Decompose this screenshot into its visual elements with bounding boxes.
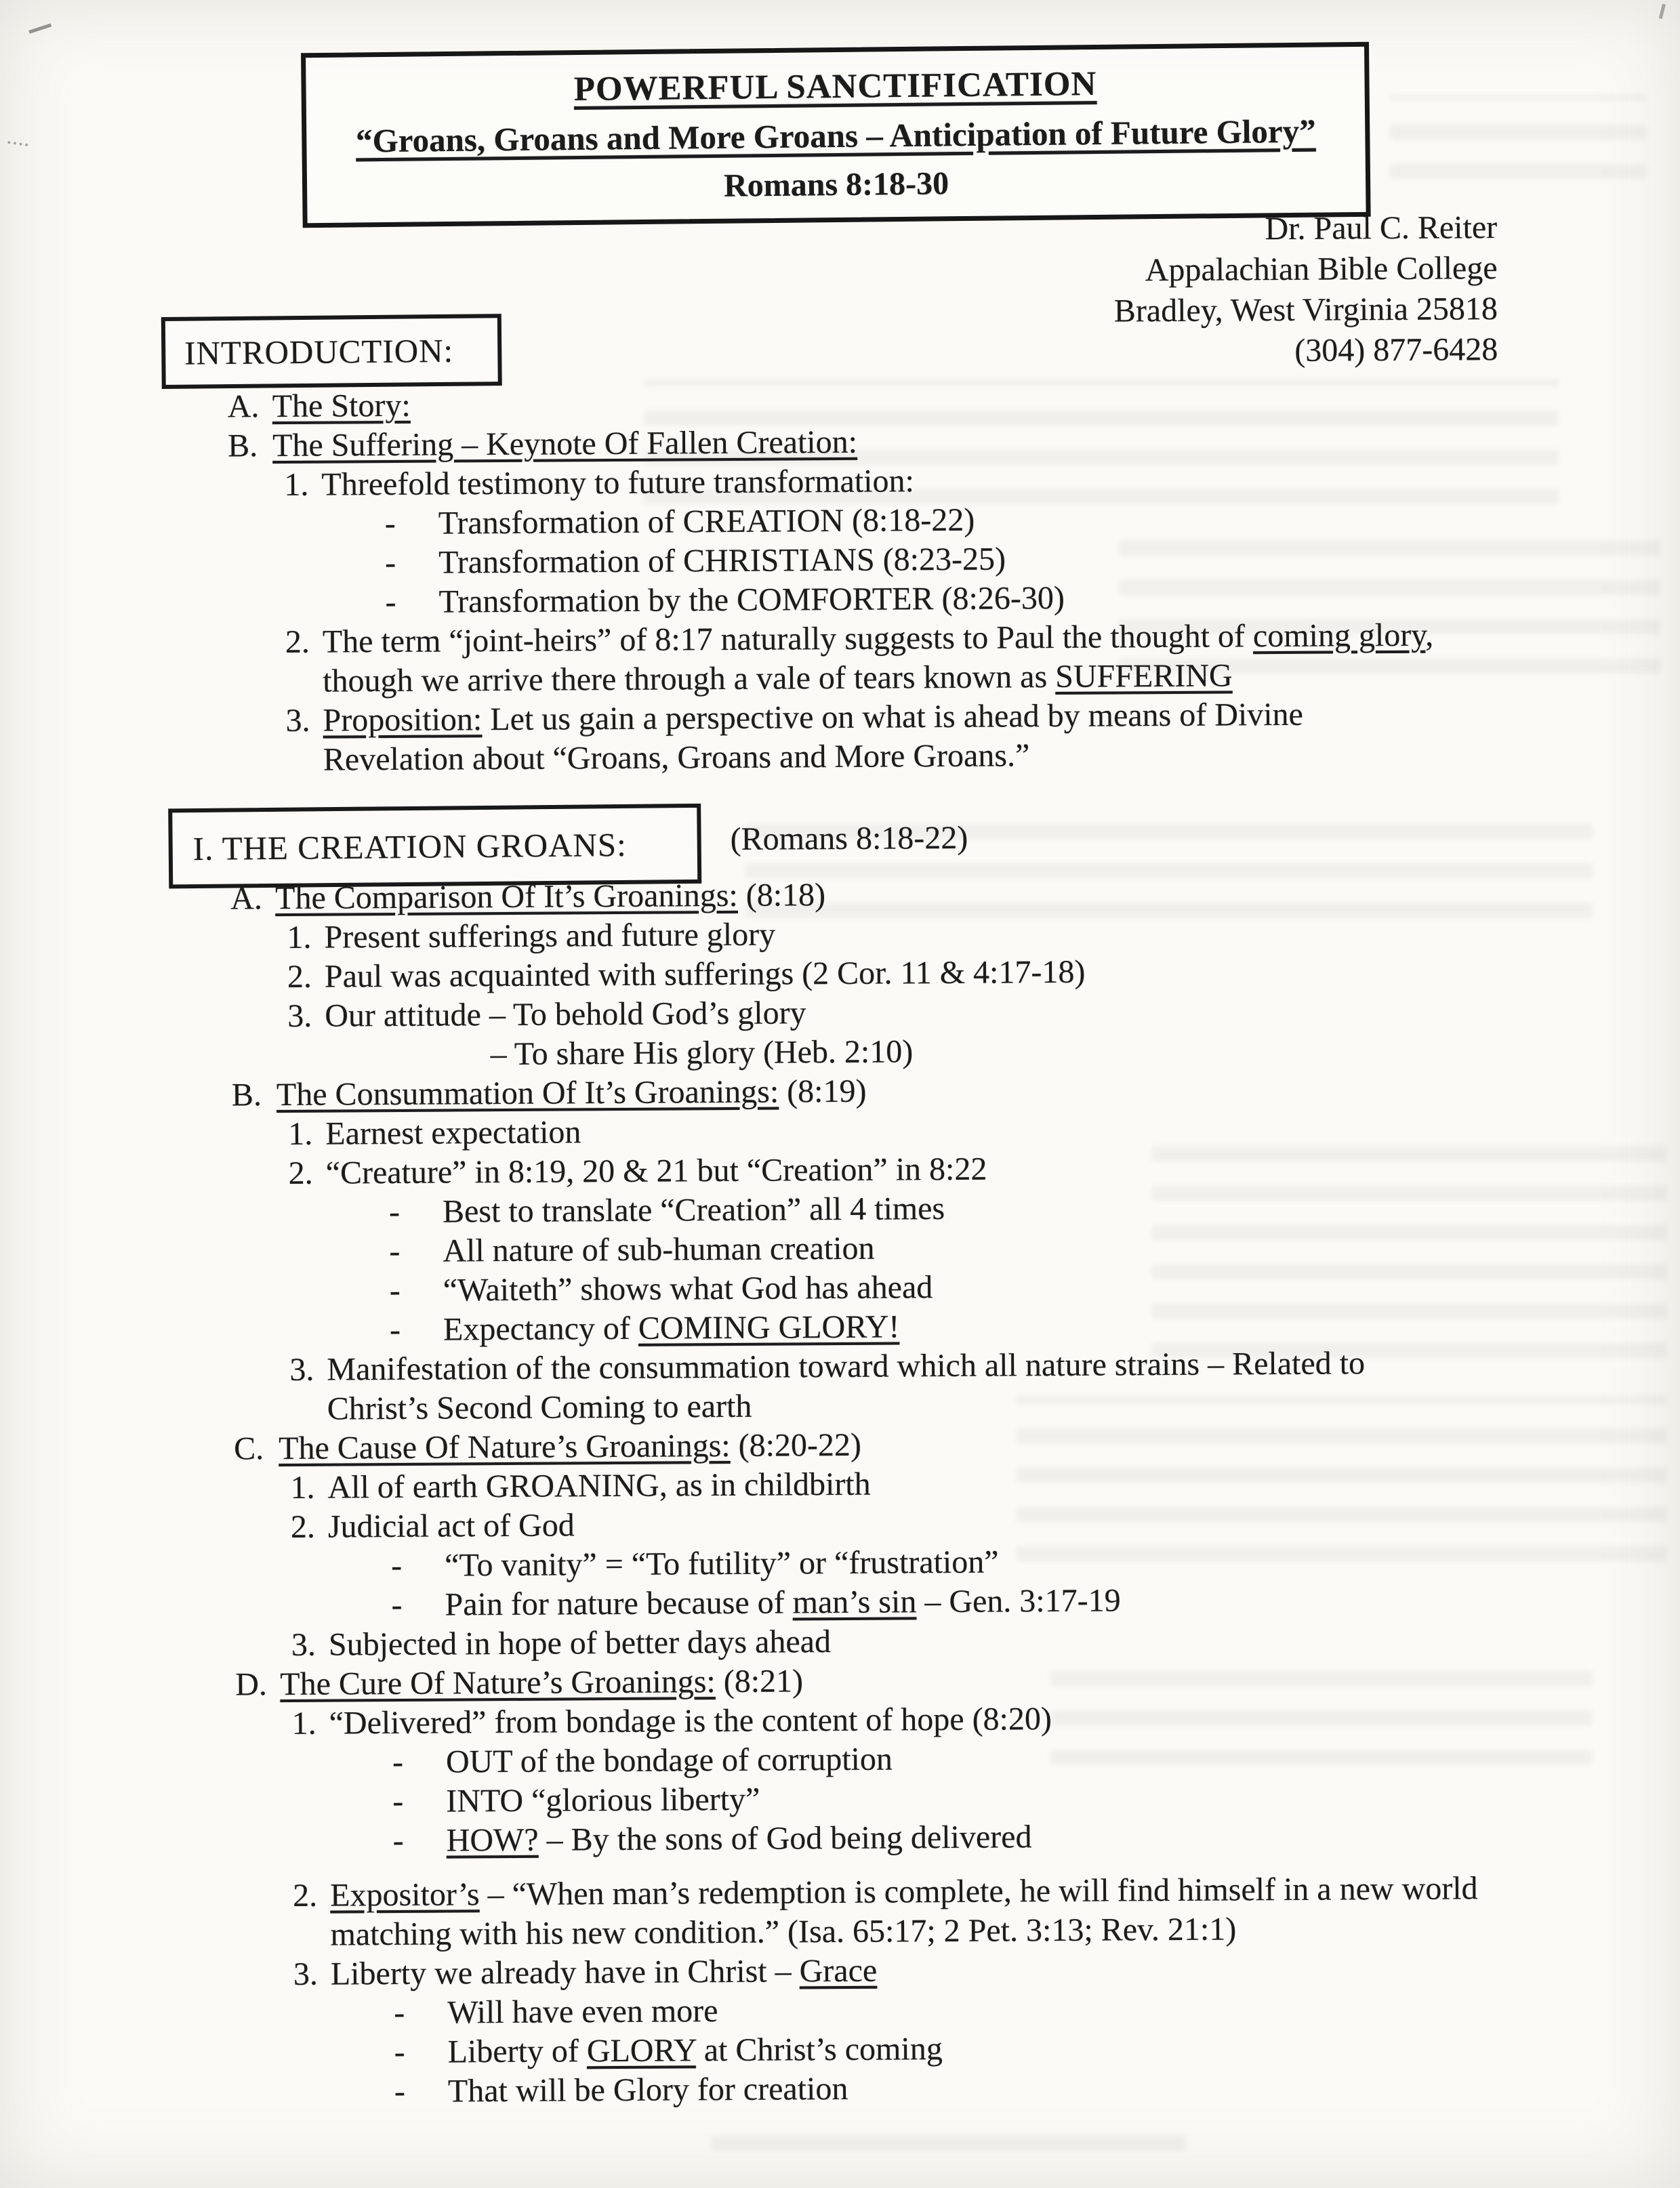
item-marker: -	[391, 1547, 403, 1584]
text-segment: man’s sin	[792, 1584, 917, 1621]
item-marker: -	[389, 1311, 401, 1348]
item-marker: -	[388, 1193, 401, 1231]
item-marker: -	[392, 1822, 404, 1859]
item-marker: -	[392, 1743, 404, 1781]
text-segment: Pain for nature because of	[445, 1584, 793, 1623]
item-marker: 1.	[287, 919, 312, 955]
text-segment: Earnest expectation	[325, 1114, 581, 1152]
item-marker: A.	[230, 880, 263, 917]
text-segment: Manifestation of the consummation toward which all nature strains – Related to	[327, 1345, 1366, 1388]
text-segment: “Delivered” from bondage is the content of hope (8:20)	[329, 1701, 1052, 1741]
text-segment: The term “joint-heirs” of 8:17 naturally suggests to Paul the thought of	[322, 618, 1254, 660]
text-segment: – To share His glory (Heb. 2:10)	[490, 1033, 914, 1073]
item-marker: -	[392, 1783, 404, 1820]
item-marker: -	[394, 2073, 406, 2110]
text-segment: The Suffering – Keynote Of Fallen Creation:	[272, 424, 858, 464]
author-block	[1113, 207, 1498, 372]
title-box	[301, 42, 1371, 228]
text-segment: COMING GLORY!	[638, 1308, 900, 1346]
text-segment: Revelation about “Groans, Groans and More Groans.”	[323, 737, 1030, 778]
text-segment: Grace	[799, 1952, 878, 1989]
text-segment: All nature of sub-human creation	[443, 1230, 875, 1269]
item-marker: 2.	[293, 1877, 318, 1914]
item-marker: B.	[231, 1077, 262, 1113]
text-segment: The Consummation Of It’s Groanings:	[276, 1073, 779, 1113]
text-segment: Present sufferings and future glory	[324, 916, 776, 955]
item-marker: D.	[235, 1666, 268, 1703]
text-segment: Proposition:	[323, 701, 483, 739]
text-segment: ,	[1425, 617, 1434, 653]
item-marker: 2.	[285, 623, 310, 660]
text-segment: “To vanity” = “To futility” or “frustration”	[445, 1544, 999, 1584]
text-segment: The Cause Of Nature’s Groanings:	[278, 1428, 731, 1467]
text-segment: (8:18)	[737, 877, 826, 913]
text-segment: matching with his new condition.” (Isa. 65:17; 2 Pet. 3:13; Rev. 21:1)	[330, 1911, 1237, 1953]
item-marker: -	[391, 1586, 403, 1624]
section1-scripture-reference: (Romans 8:18-22)	[730, 819, 968, 857]
item-marker: 1.	[290, 1469, 315, 1506]
text-segment: Expectancy of	[443, 1310, 639, 1348]
item-marker: 3.	[291, 1626, 316, 1663]
document-subtitle: “Groans, Groans and More Groans – Anticipation of Future Glory”	[355, 112, 1316, 160]
author-name: Dr. Paul C. Reiter	[1265, 209, 1498, 247]
text-segment: Christ’s Second Coming to earth	[327, 1388, 752, 1427]
text-segment: SUFFERING	[1055, 657, 1233, 695]
text-segment: Transformation of CHRISTIANS (8:23-25)	[438, 541, 1006, 581]
item-marker: -	[385, 583, 396, 621]
section1-heading-box	[168, 804, 701, 889]
text-segment: Let us gain a perspective on what is ahead by means of Divine	[482, 696, 1304, 738]
text-segment: Our attitude – To behold God’s glory	[325, 995, 806, 1034]
text-segment: – Gen. 3:17-19	[916, 1582, 1121, 1620]
item-marker: -	[385, 544, 396, 581]
text-segment: That will be Glory for creation	[447, 2070, 848, 2109]
item-marker: B.	[227, 428, 258, 464]
introduction-heading-box	[161, 314, 502, 389]
section1-outline	[0, 870, 1680, 2113]
text-segment: (8:20-22)	[730, 1426, 862, 1464]
text-segment: coming glory	[1252, 617, 1426, 655]
item-marker: -	[394, 1994, 405, 2031]
text-segment: (8:19)	[779, 1073, 867, 1110]
text-segment: The Comparison Of It’s Groanings:	[275, 877, 738, 917]
introduction-outline	[0, 378, 1679, 781]
text-segment: Threefold testimony to future transformation:	[321, 463, 915, 503]
item-marker: 3.	[289, 1351, 314, 1388]
item-marker: -	[389, 1272, 401, 1309]
text-segment: – “When man’s redemption is complete, he will find himself in a new world	[479, 1870, 1478, 1913]
introduction-heading: INTRODUCTION:	[184, 331, 454, 372]
text-segment: Transformation of CREATION (8:18-22)	[438, 501, 975, 541]
text-segment: OUT of the bondage of corruption	[445, 1741, 893, 1780]
item-marker: -	[389, 1233, 401, 1270]
text-segment: GLORY	[586, 2032, 696, 2069]
text-segment: Best to translate “Creation” all 4 times	[442, 1191, 945, 1230]
text-segment: though we arrive there through a vale of tears known as	[323, 659, 1056, 699]
item-marker: 1.	[284, 466, 309, 503]
item-marker: 3.	[293, 1956, 319, 1992]
text-segment: (8:21)	[715, 1663, 804, 1700]
section1-heading: I. THE CREATION GROANS:	[192, 825, 628, 867]
text-segment: “Creature” in 8:19, 20 & 21 but “Creation” in 8:22	[325, 1151, 987, 1191]
author-organization: Appalachian Bible College	[1145, 250, 1498, 289]
text-segment: INTO “glorious liberty”	[446, 1781, 760, 1819]
text-segment: Liberty of	[447, 2033, 588, 2070]
item-marker: -	[384, 505, 396, 542]
author-city: Bradley, West Virginia 25818	[1113, 291, 1498, 329]
document-title: POWERFUL SANCTIFICATION	[573, 64, 1097, 108]
item-marker: 2.	[287, 958, 312, 995]
text-segment: Expositor’s	[330, 1876, 480, 1914]
text-segment: All of earth GROANING, as in childbirth	[327, 1466, 871, 1506]
text-segment: Subjected in hope of better days ahead	[328, 1624, 832, 1663]
item-marker: 3.	[287, 997, 312, 1034]
item-marker: 1.	[288, 1115, 313, 1152]
item-marker: C.	[233, 1430, 264, 1467]
text-segment: Paul was acquainted with sufferings (2 Cor. 11 & 4:17-18)	[324, 953, 1086, 995]
text-segment: Liberty we already have in Christ –	[330, 1953, 800, 1992]
item-marker: A.	[227, 388, 260, 425]
scripture-reference: Romans 8:18-30	[723, 165, 949, 204]
author-phone: (304) 877-6428	[1294, 331, 1498, 369]
item-marker: 1.	[291, 1705, 316, 1741]
text-segment: HOW?	[446, 1821, 539, 1859]
text-segment: Will have even more	[447, 1993, 718, 2031]
text-segment: – By the sons of God being delivered	[538, 1819, 1032, 1858]
item-marker: 2.	[290, 1508, 316, 1545]
item-marker: 3.	[285, 702, 310, 739]
text-segment: The Cure Of Nature’s Groanings:	[280, 1664, 716, 1703]
text-segment: at Christ’s coming	[695, 2031, 943, 2069]
text-segment: “Waiteth” shows what God has ahead	[443, 1269, 933, 1308]
text-segment: Judicial act of God	[327, 1507, 575, 1545]
item-marker: 2.	[288, 1155, 313, 1191]
text-segment: Transformation by the COMFORTER (8:26-30)	[438, 579, 1065, 620]
text-segment: The Story:	[272, 387, 411, 425]
item-marker: -	[394, 2034, 405, 2071]
